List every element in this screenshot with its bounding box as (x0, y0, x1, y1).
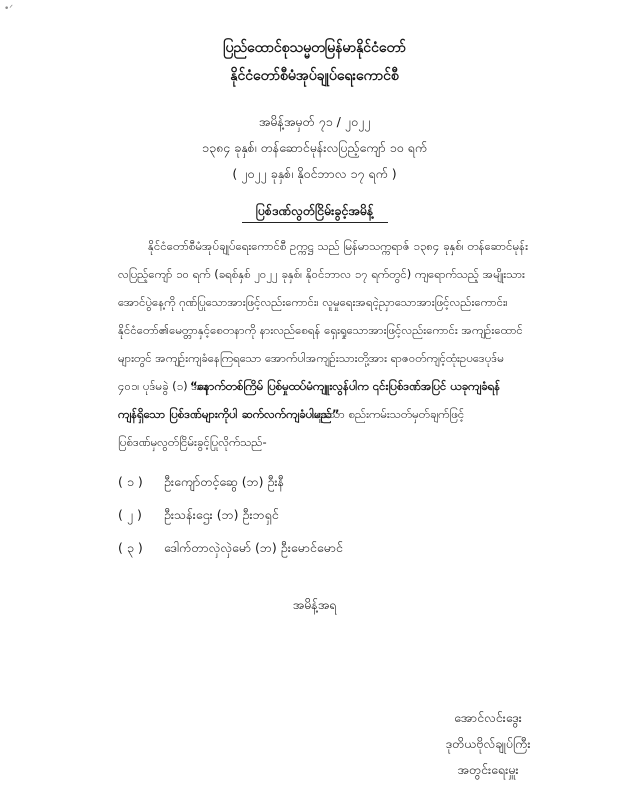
header-line-2: နိုင်ငံတော်စီမံအုပ်ချုပ်ရေးကောင်စီ (230, 68, 399, 84)
subject-title: ပြစ်ဒဏ်လွတ်ငြိမ်းခွင့်အမိန့် (255, 203, 374, 218)
list-item-text: ဒေါက်တာလှဲလှဲမော် (ဘ) ဦးမောင်မောင် (164, 540, 343, 555)
list-item-number: ( ၁ ) (118, 474, 143, 489)
body-quote-part-1: “နောက်တစ်ကြိမ် ပြစ်မှုထပ်မံကျူးလွန်ပါက ၎င်းပြစ်ဒဏ်အပြင် ယခုကျခံရန် (190, 379, 501, 393)
date-gregorian: ( ၂၀၂၂ ခုနှစ်၊ နိုဝင်ဘာလ ၁၇ ရက် ) (232, 166, 397, 181)
signature-role: အတွင်းရေးမှူး (457, 762, 519, 777)
date-myanmar: ၁၃၈၄ ခုနှစ်၊ တန်ဆောင်မုန်းလပြည့်ကျော် ၁၀ ရက် (201, 140, 428, 155)
body-quote-part-2: ကျန်ရှိသော ပြစ်ဒဏ်များကိုပါ ဆက်လက်ကျခံပါမည်” (118, 407, 340, 421)
body-line: နိုင်ငံတော်စီမံအုပ်ချုပ်ရေးကောင်စီ ဥက္ကဋ္ဌ သည် မြန်မာသက္ကရာဇ် ၁၃၈၄ ခုနှစ်၊ တန်ဆောင်မုန်း (148, 239, 528, 253)
list-item (118, 507, 279, 526)
list-item (118, 474, 284, 493)
signature-name: အောင်လင်းဒွေး (454, 710, 522, 725)
closing-text: အမိန့်အရ (292, 597, 337, 612)
list-item-text: ဦးကျော်တင့်ဆွေ (ဘ) ဦးနီ (164, 474, 285, 489)
list-item-text: ဦးသန်းဌေး (ဘ) ဦးဘရှင် (164, 507, 279, 522)
body-line: နိုင်ငံတော်၏မေတ္တာနှင့်စေတနာကို နားလည်စေရန် ရှေးရှုသောအားဖြင့်လည်းကောင်း အကျဉ်းထောင် (118, 323, 523, 337)
body-line: ၄၀၁၊ ပုဒ်မခွဲ (၁) အရ (118, 379, 209, 393)
body-line: အောင်ပွဲနေ့ကို ဂုဏ်ပြုသောအားဖြင့်လည်းကောင်း၊ လူမှုရေးအရငဲ့ညှာသောအားဖြင့်လည်းကောင်း၊ (118, 295, 508, 309)
subject-underline (242, 222, 388, 223)
corner-mark: •ᐟ (4, 4, 14, 14)
body-after-quote: ဟူသော စည်းကမ်းသတ်မှတ်ချက်ဖြင့် (312, 407, 465, 421)
list-item (118, 540, 343, 559)
body-line: များတွင် အကျဉ်းကျခံနေကြရသော အောက်ပါအကျဉ်းသားတို့အား ရာဇဝတ်ကျင့်ထုံးဥပဒေပုဒ်မ (118, 351, 504, 365)
header-line-1: ပြည်ထောင်စုသမ္မတမြန်မာနိုင်ငံတော် (223, 40, 406, 56)
body-line-last: ပြစ်ဒဏ်မှလွတ်ငြိမ်းခွင့်ပြုလိုက်သည်- (118, 435, 267, 449)
list-item-number: ( ၂ ) (118, 507, 142, 522)
order-number: အမိန့်အမှတ် ၇၁ / ၂၀၂၂ (258, 114, 371, 129)
body-line: လပြည့်ကျော် ၁၀ ရက် (ခရစ်နှစ် ၂၀၂၂ ခုနှစ်၊ နိုဝင်ဘာလ ၁၇ ရက်တွင်) ကျရောက်သည့် အမျိုးသား (118, 267, 525, 281)
list-item-number: ( ၃ ) (118, 540, 143, 555)
signature-title: ဒုတိယဗိုလ်ချုပ်ကြီး (445, 736, 531, 751)
